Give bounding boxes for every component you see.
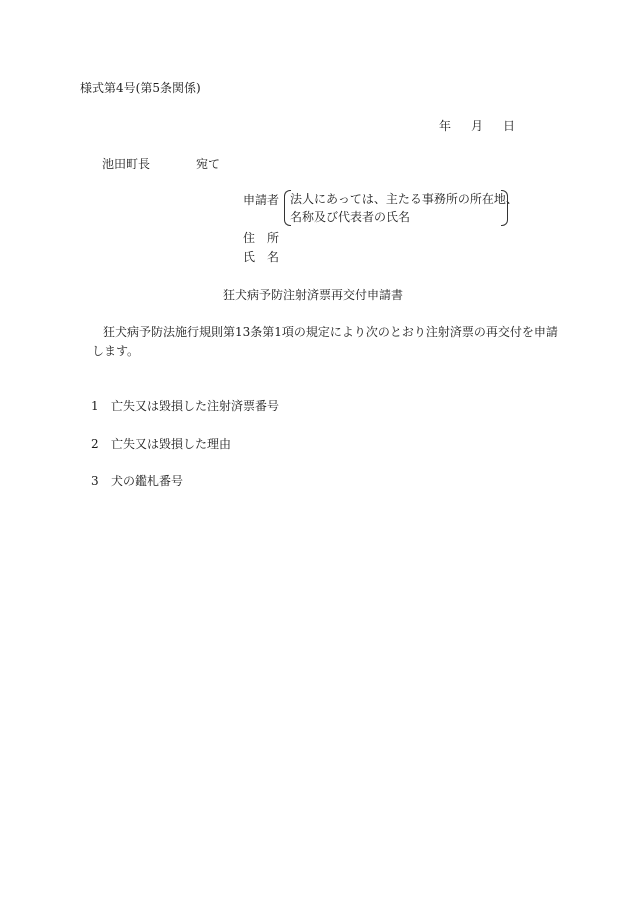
addressee-suffix: 宛て [196, 157, 221, 171]
date-line [439, 118, 515, 134]
applicant-note [284, 190, 518, 226]
list-item [91, 436, 231, 452]
addressee [102, 156, 220, 172]
address-label: 住 所 [243, 231, 280, 245]
item-number: 1 [91, 399, 99, 413]
addressee-name: 池田町長 [102, 157, 151, 171]
item-number: 2 [91, 437, 99, 451]
form-number: 様式第4号(第5条関係) [80, 81, 201, 95]
date-day: 日 [503, 119, 516, 133]
list-item [91, 398, 279, 414]
applicant-note-line2: 名称及び代表者の氏名 [290, 210, 411, 224]
name-label: 氏 名 [243, 250, 280, 264]
item-label: 亡失又は毀損した注射済票番号 [111, 399, 280, 413]
list-item [91, 473, 183, 489]
item-number: 3 [91, 474, 99, 488]
item-label: 犬の鑑札番号 [111, 474, 184, 488]
document-title: 狂犬病予防注射済票再交付申請書 [223, 288, 404, 302]
date-year: 年 [439, 119, 452, 133]
date-month: 月 [471, 119, 484, 133]
right-bracket [501, 190, 508, 226]
item-label: 亡失又は毀損した理由 [111, 437, 232, 451]
applicant-label: 申請者 [243, 193, 280, 207]
body-paragraph: 狂犬病予防法施行規則第13条第1項の規定により次のとおり注射済票の再交付を申請します。 [92, 325, 558, 358]
applicant-note-line1: 法人にあっては、主たる事務所の所在地、 [290, 192, 518, 206]
